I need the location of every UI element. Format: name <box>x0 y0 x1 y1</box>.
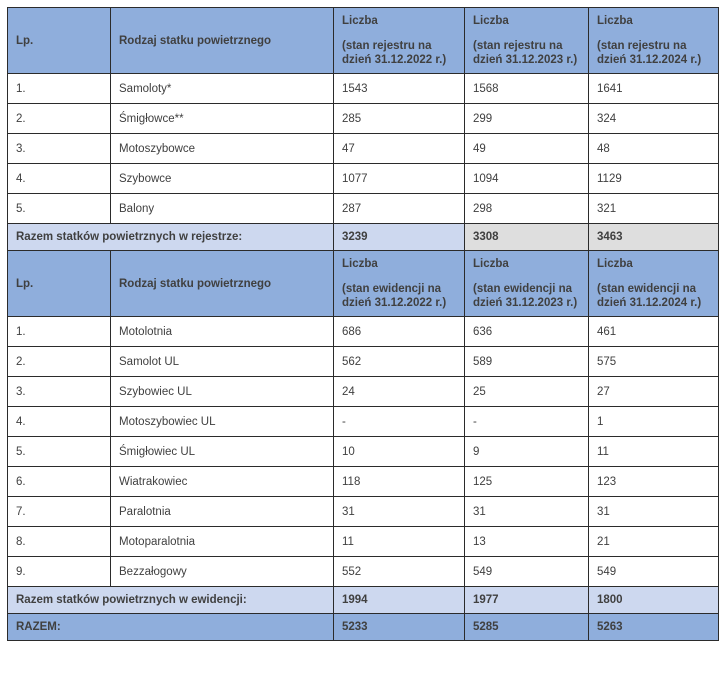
header-cell-evidence-2023 <box>465 251 589 317</box>
cell-2023: 298 <box>465 194 589 224</box>
cell-2024: 31 <box>589 497 719 527</box>
header-cell-kind: Rodzaj statku powietrznego <box>111 251 334 317</box>
cell-2023: 31 <box>465 497 589 527</box>
table-row <box>8 194 719 224</box>
header-cell-kind: Rodzaj statku powietrznego <box>111 8 334 74</box>
spacer <box>342 271 456 282</box>
cell-2022: 118 <box>334 467 465 497</box>
cell-2022: 11 <box>334 527 465 557</box>
cell-2023: 549 <box>465 557 589 587</box>
evidence-header-row <box>8 251 719 317</box>
cell-2023: 49 <box>465 134 589 164</box>
cell-lp: 7. <box>8 497 111 527</box>
spacer <box>597 28 710 39</box>
spacer <box>342 28 456 39</box>
cell-2022: - <box>334 407 465 437</box>
header-cell-registry-2022 <box>334 8 465 74</box>
cell-kind: Śmigłowiec UL <box>111 437 334 467</box>
grand-total-2024: 5263 <box>589 614 719 641</box>
spacer <box>473 28 580 39</box>
evidence-total-2022: 1994 <box>334 587 465 614</box>
table-row <box>8 467 719 497</box>
cell-2022: 686 <box>334 317 465 347</box>
header-count-label: Liczba <box>597 15 633 27</box>
evidence-total-2023: 1977 <box>465 587 589 614</box>
table-body <box>8 8 719 641</box>
cell-2023: 299 <box>465 104 589 134</box>
header-period-2023: (stan rejestru na dzień 31.12.2023 r.) <box>473 40 578 67</box>
header-cell-evidence-2024 <box>589 251 719 317</box>
header-period-2023: (stan ewidencji na dzień 31.12.2023 r.) <box>473 283 578 310</box>
cell-kind: Paralotnia <box>111 497 334 527</box>
header-cell-registry-2023 <box>465 8 589 74</box>
header-count-label: Liczba <box>342 15 378 27</box>
cell-2023: 25 <box>465 377 589 407</box>
grand-total-2023: 5285 <box>465 614 589 641</box>
cell-2022: 47 <box>334 134 465 164</box>
table-row <box>8 134 719 164</box>
cell-2023: 636 <box>465 317 589 347</box>
cell-2022: 1077 <box>334 164 465 194</box>
header-period-2022: (stan rejestru na dzień 31.12.2022 r.) <box>342 40 447 67</box>
spacer <box>473 271 580 282</box>
cell-lp: 5. <box>8 194 111 224</box>
cell-2022: 552 <box>334 557 465 587</box>
cell-2022: 31 <box>334 497 465 527</box>
cell-lp: 6. <box>8 467 111 497</box>
cell-lp: 1. <box>8 317 111 347</box>
registry-total-2024: 3463 <box>589 224 719 251</box>
cell-2024: 1641 <box>589 74 719 104</box>
cell-2024: 461 <box>589 317 719 347</box>
table-row <box>8 377 719 407</box>
registry-total-2022: 3239 <box>334 224 465 251</box>
cell-kind: Motoparalotnia <box>111 527 334 557</box>
cell-kind: Motoszybowiec UL <box>111 407 334 437</box>
header-period-2024: (stan rejestru na dzień 31.12.2024 r.) <box>597 40 702 67</box>
grand-total-row <box>8 614 719 641</box>
cell-lp: 2. <box>8 104 111 134</box>
evidence-total-2024: 1800 <box>589 587 719 614</box>
table-row <box>8 557 719 587</box>
cell-2024: 549 <box>589 557 719 587</box>
cell-2022: 287 <box>334 194 465 224</box>
table-row <box>8 347 719 377</box>
table-row <box>8 104 719 134</box>
cell-2023: - <box>465 407 589 437</box>
cell-kind: Samolot UL <box>111 347 334 377</box>
header-period-2022: (stan ewidencji na dzień 31.12.2022 r.) <box>342 283 447 310</box>
header-period-2024: (stan ewidencji na dzień 31.12.2024 r.) <box>597 283 702 310</box>
table-row <box>8 437 719 467</box>
cell-kind: Szybowiec UL <box>111 377 334 407</box>
header-cell-lp: Lp. <box>8 251 111 317</box>
cell-kind: Śmigłowce** <box>111 104 334 134</box>
cell-kind: Balony <box>111 194 334 224</box>
table-row <box>8 497 719 527</box>
cell-2024: 48 <box>589 134 719 164</box>
header-cell-lp: Lp. <box>8 8 111 74</box>
table-row <box>8 164 719 194</box>
cell-2023: 1094 <box>465 164 589 194</box>
cell-2022: 24 <box>334 377 465 407</box>
cell-2023: 125 <box>465 467 589 497</box>
cell-lp: 3. <box>8 377 111 407</box>
table-row <box>8 74 719 104</box>
cell-2024: 21 <box>589 527 719 557</box>
cell-kind: Wiatrakowiec <box>111 467 334 497</box>
grand-total-label: RAZEM: <box>8 614 334 641</box>
registry-total-2023: 3308 <box>465 224 589 251</box>
header-cell-registry-2024 <box>589 8 719 74</box>
cell-2024: 1 <box>589 407 719 437</box>
cell-lp: 4. <box>8 407 111 437</box>
cell-2024: 11 <box>589 437 719 467</box>
spacer <box>597 271 710 282</box>
header-cell-evidence-2022 <box>334 251 465 317</box>
cell-lp: 2. <box>8 347 111 377</box>
cell-lp: 1. <box>8 74 111 104</box>
cell-kind: Bezzałogowy <box>111 557 334 587</box>
table-row <box>8 527 719 557</box>
cell-lp: 9. <box>8 557 111 587</box>
header-count-label: Liczba <box>473 258 509 271</box>
registry-total-label: Razem statków powietrznych w rejestrze: <box>8 224 334 251</box>
header-count-label: Liczba <box>473 15 509 27</box>
cell-2022: 1543 <box>334 74 465 104</box>
cell-2022: 10 <box>334 437 465 467</box>
cell-2024: 321 <box>589 194 719 224</box>
aircraft-registry-table <box>7 7 719 641</box>
cell-lp: 3. <box>8 134 111 164</box>
table-row <box>8 317 719 347</box>
cell-2023: 13 <box>465 527 589 557</box>
cell-kind: Samoloty* <box>111 74 334 104</box>
cell-2024: 123 <box>589 467 719 497</box>
cell-kind: Motoszybowce <box>111 134 334 164</box>
cell-kind: Szybowce <box>111 164 334 194</box>
cell-2024: 27 <box>589 377 719 407</box>
cell-2023: 9 <box>465 437 589 467</box>
registry-header-row <box>8 8 719 74</box>
evidence-total-label: Razem statków powietrznych w ewidencji: <box>8 587 334 614</box>
cell-2023: 1568 <box>465 74 589 104</box>
registry-total-row <box>8 224 719 251</box>
cell-2024: 1129 <box>589 164 719 194</box>
header-count-label: Liczba <box>597 258 633 271</box>
cell-kind: Motolotnia <box>111 317 334 347</box>
cell-lp: 8. <box>8 527 111 557</box>
header-count-label: Liczba <box>342 258 378 271</box>
table-row <box>8 407 719 437</box>
cell-2022: 562 <box>334 347 465 377</box>
cell-2022: 285 <box>334 104 465 134</box>
evidence-total-row <box>8 587 719 614</box>
cell-2024: 324 <box>589 104 719 134</box>
cell-2024: 575 <box>589 347 719 377</box>
cell-2023: 589 <box>465 347 589 377</box>
cell-lp: 5. <box>8 437 111 467</box>
cell-lp: 4. <box>8 164 111 194</box>
grand-total-2022: 5233 <box>334 614 465 641</box>
